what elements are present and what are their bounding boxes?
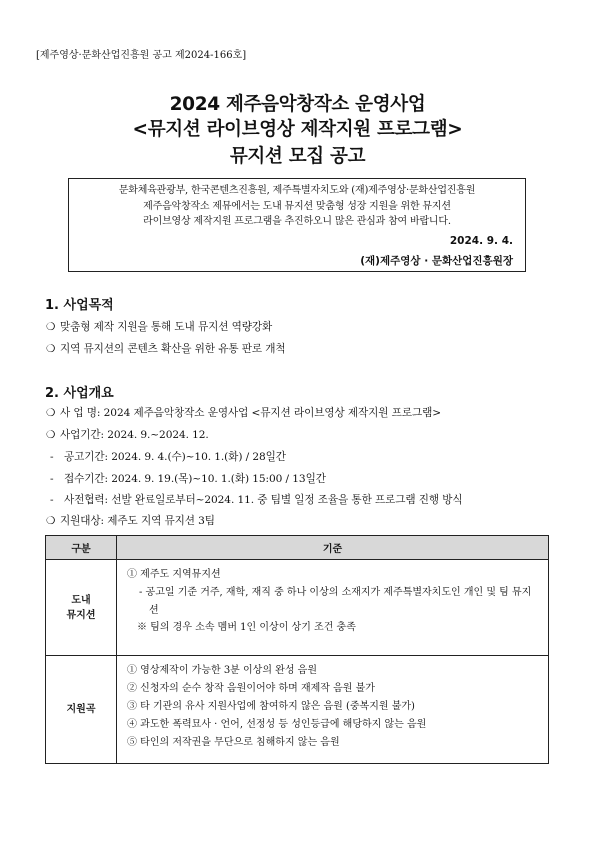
- criteria-subitem: - 공고일 기준 거주, 재학, 재직 중 하나 이상의 소재지가 제주특별자치도인 개인 및 팀 뮤지션: [139, 587, 532, 616]
- dash-marker: -: [50, 451, 54, 463]
- criteria-item: ④ 과도한 폭력묘사 · 언어, 선정성 등 성인등급에 해당하지 않는 음원: [127, 719, 427, 730]
- table-header-row: [46, 536, 549, 560]
- section-2-subitem: - 공고기간: 2024. 9. 4.(수)~10. 1.(화) / 28일간: [50, 451, 286, 463]
- intro-line-2: 제주음악창작소 제뮤에서는 도내 뮤지션 맞춤형 성장 지원을 위한 뮤지션: [143, 200, 451, 212]
- criteria-item: ① 제주도 지역뮤지션: [127, 569, 221, 580]
- dash-marker: -: [50, 494, 54, 506]
- bullet-circle-icon: ❍: [46, 407, 56, 419]
- row-criteria: [117, 560, 549, 656]
- announcement-date: 2024. 9. 4.: [449, 235, 513, 247]
- table-row: [46, 560, 549, 656]
- announcement-number: [제주영상·문화산업진흥원 공고 제2024-166호]: [36, 50, 247, 61]
- section-2-heading: 2. 사업개요: [45, 386, 114, 401]
- row-category: 도내 뮤지션: [46, 560, 117, 656]
- intro-text: [77, 183, 517, 230]
- criteria-item: ① 영상제작이 가능한 3분 이상의 완성 음원: [127, 665, 317, 676]
- intro-line-3: 라이브영상 제작지원 프로그램을 추진하오니 많은 관심과 참여 바랍니다.: [143, 216, 451, 227]
- title-line-2: <뮤지션 라이브영상 제작지원 프로그램>: [132, 119, 463, 140]
- section-2-subitem: - 접수기간: 2024. 9. 19.(목)~10. 1.(화) 15:00 / 13일간: [50, 473, 326, 485]
- section-2-item: ❍ 사 업 명: 2024 제주음악창작소 운영사업 <뮤지션 라이브영상 제작지원 프로그램>: [46, 407, 441, 419]
- criteria-note: ※ 팀의 경우 소속 멤버 1인 이상이 상기 조건 충족: [137, 622, 356, 633]
- intro-line-1: 문화체육관광부, 한국콘텐츠진흥원, 제주특별자치도와 (재)제주영상·문화산업진흥원: [118, 185, 476, 196]
- criteria-item: ② 신청자의 순수 창작 음원이어야 하며 재제작 음원 불가: [127, 683, 375, 694]
- row-category: 지원곡: [46, 656, 117, 764]
- intro-box: [68, 178, 526, 272]
- table-row: [46, 656, 549, 764]
- title-line-1: 2024 제주음악창작소 운영사업: [169, 94, 426, 115]
- issuing-organization: (재)제주영상 · 문화산업진흥원장: [360, 255, 513, 267]
- bullet-circle-icon: ❍: [46, 429, 56, 441]
- dash-marker: -: [50, 473, 54, 485]
- bullet-circle-icon: ❍: [46, 515, 56, 527]
- table-header-criteria: 기준: [117, 536, 549, 560]
- section-1-item: ❍ 지역 뮤지션의 콘텐츠 확산을 위한 유통 판로 개척: [46, 343, 286, 355]
- criteria-item: ⑤ 타인의 저작권을 무단으로 침해하지 않는 음원: [127, 737, 340, 748]
- bullet-circle-icon: ❍: [46, 343, 56, 355]
- section-2-item: ❍ 지원대상: 제주도 지역 뮤지션 3팀: [46, 515, 215, 527]
- section-2-subitem: - 사전협력: 선발 완료일로부터~2024. 11. 중 팀별 일정 조율을 통한 프로그램 진행 방식: [50, 494, 463, 506]
- bullet-circle-icon: ❍: [46, 321, 56, 333]
- section-1-item: ❍ 맞춤형 제작 지원을 통해 도내 뮤지션 역량강화: [46, 321, 273, 333]
- section-1-heading: 1. 사업목적: [45, 298, 114, 313]
- criteria-item: ③ 타 기관의 유사 지원사업에 참여하지 않은 음원 (중복지원 불가): [127, 701, 415, 712]
- table-header-category: 구분: [46, 536, 117, 560]
- row-criteria: [117, 656, 549, 764]
- title-line-3: 뮤지션 모집 공고: [229, 146, 366, 167]
- section-2-item: ❍ 사업기간: 2024. 9.~2024. 12.: [46, 429, 209, 441]
- criteria-table: [45, 535, 549, 764]
